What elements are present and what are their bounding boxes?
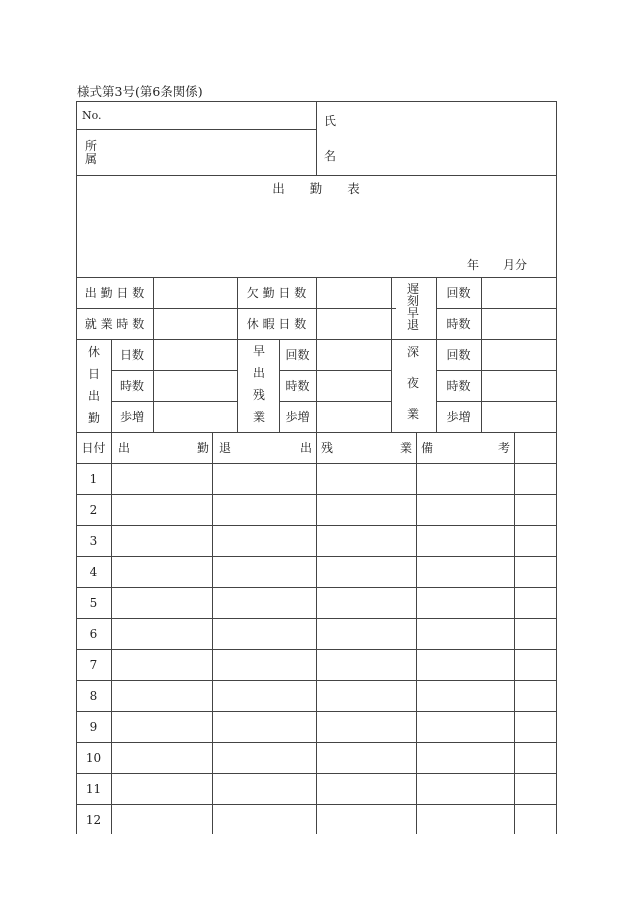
late-hours-label: 時数 (446, 317, 471, 331)
col-out-header-2: 出 (300, 441, 313, 455)
table-row-date: 11 (85, 782, 102, 796)
shozoku-label-2: 属 (85, 152, 98, 166)
table-row-date: 12 (85, 813, 102, 827)
holiday-days-label: 日数 (119, 348, 144, 362)
early-hours-label: 時数 (285, 379, 310, 393)
absence-days-label: 欠 勤 日 数 (246, 286, 307, 300)
leave-days-label: 休 暇 日 数 (246, 317, 307, 331)
night-rate-label: 歩増 (446, 410, 471, 424)
holiday-work-label: 休 日 出 勤 (87, 345, 100, 425)
year-label: 年 (467, 258, 480, 272)
shozoku-label-1: 所 (85, 139, 98, 153)
col-overtime-header-1: 残 (321, 441, 334, 455)
late-early-label: 遅 刻 早 退 (406, 282, 419, 332)
early-count-label: 回数 (285, 348, 310, 362)
page-title: 出 勤 表 (272, 181, 360, 196)
table-row-date: 6 (89, 627, 98, 641)
table-row-date: 1 (89, 472, 98, 486)
table-row-date: 5 (89, 596, 98, 610)
col-remarks-header-2: 考 (498, 441, 511, 455)
col-out-header-1: 退 (219, 441, 232, 455)
night-work-label: 深 夜 業 (406, 345, 419, 421)
table-row-date: 8 (89, 689, 98, 703)
holiday-rate-label: 歩増 (119, 410, 144, 424)
col-in-header-2: 勤 (197, 441, 210, 455)
table-row-date: 2 (89, 503, 98, 517)
holiday-hours-label: 時数 (119, 379, 144, 393)
shimei-label-2: 名 (324, 149, 337, 163)
col-date-header: 日付 (81, 441, 106, 455)
shimei-label-1: 氏 (324, 114, 337, 128)
table-row-date: 9 (89, 720, 98, 734)
night-hours-label: 時数 (446, 379, 471, 393)
month-label: 月分 (503, 258, 528, 272)
night-count-label: 回数 (446, 348, 471, 362)
col-overtime-header-2: 業 (400, 441, 413, 455)
table-row-date: 4 (89, 565, 98, 579)
table-row-date: 7 (89, 658, 98, 672)
table-row-date: 10 (85, 751, 102, 765)
early-overtime-label: 早 出 残 業 (252, 344, 265, 424)
late-count-label: 回数 (446, 286, 471, 300)
work-hours-label: 就 業 時 数 (84, 317, 145, 331)
form-label: 様式第3号(第6条関係) (77, 84, 203, 99)
no-label: No. (82, 109, 102, 122)
table-row-date: 3 (89, 534, 98, 548)
early-rate-label: 歩増 (285, 410, 310, 424)
attendance-days-label: 出 勤 日 数 (84, 286, 145, 300)
col-in-header-1: 出 (118, 441, 131, 455)
col-remarks-header-1: 備 (421, 441, 434, 455)
